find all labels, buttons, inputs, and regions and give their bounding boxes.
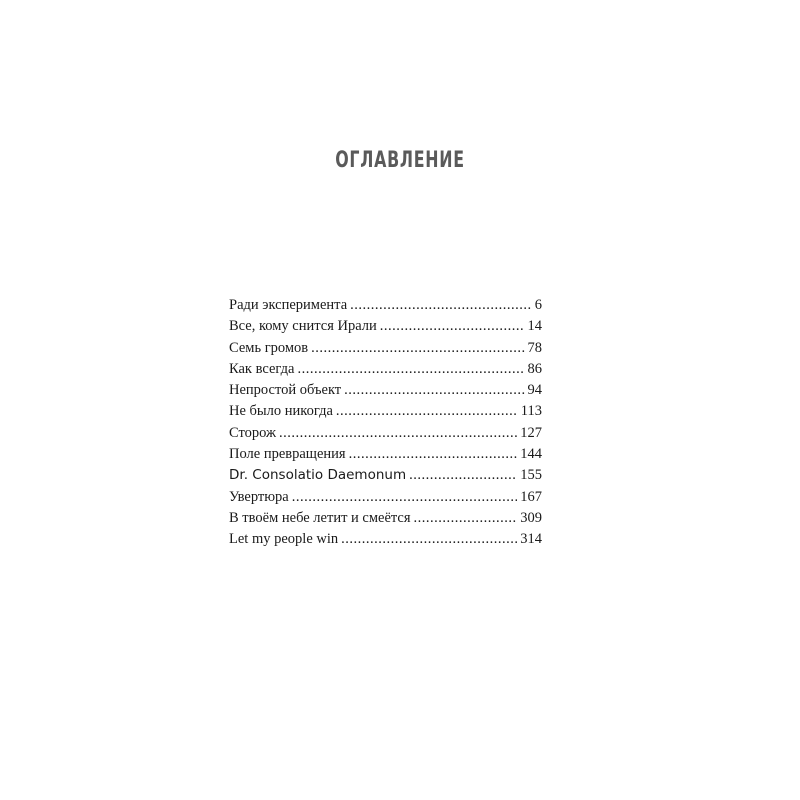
- dot-leader: [279, 425, 517, 442]
- toc-entry: [229, 510, 542, 531]
- dot-leader: [414, 510, 518, 527]
- toc-entry-title: Ради эксперимента: [229, 297, 348, 313]
- toc-page-number: 78: [527, 339, 542, 356]
- toc-page-number: 144: [520, 446, 542, 463]
- toc-page-number: 155: [520, 467, 542, 484]
- toc-entry: [229, 297, 542, 318]
- toc-entry: [229, 318, 542, 339]
- toc-entry: [229, 403, 542, 424]
- toc-entry-title: Поле превращения: [229, 446, 346, 463]
- toc-entry-title: Dr. Consolatio Daemonum: [229, 467, 407, 484]
- toc-entry: [229, 382, 542, 403]
- dot-leader: [409, 467, 517, 484]
- toc-entry: [229, 446, 542, 467]
- toc-entry-title: В твоём небе летит и смеётся: [229, 509, 411, 526]
- dot-leader: [349, 446, 518, 463]
- dot-leader: [350, 297, 532, 314]
- toc-page-number: 86: [527, 360, 542, 377]
- toc-entry: [229, 425, 542, 446]
- toc-page-number: 314: [520, 531, 542, 548]
- toc-entry-title: Как всегда: [229, 360, 295, 377]
- toc-page-number: 14: [527, 318, 542, 335]
- table-of-contents: [229, 297, 542, 553]
- toc-page-number: 167: [520, 488, 542, 505]
- page-title: ОГЛАВЛЕНИЕ: [335, 148, 465, 173]
- toc-page-number: 309: [520, 509, 542, 526]
- toc-entry: [229, 489, 542, 510]
- toc-page-number: 6: [534, 297, 542, 313]
- dot-leader: [380, 318, 525, 335]
- toc-page-number: 113: [520, 403, 542, 420]
- toc-entry-title: Непростой объект: [229, 382, 342, 399]
- dot-leader: [292, 489, 518, 506]
- dot-leader: [297, 361, 524, 378]
- toc-entry: [229, 340, 542, 361]
- toc-entry: [229, 361, 542, 382]
- dot-leader: [336, 403, 518, 420]
- toc-entry-title: Let my people win: [229, 531, 339, 548]
- toc-entry-title: Увертюра: [229, 488, 289, 505]
- dot-leader: [311, 340, 524, 357]
- toc-entry: [229, 531, 542, 552]
- toc-page-number: 127: [520, 424, 542, 441]
- toc-entry-title: Сторож: [229, 424, 277, 441]
- toc-entry: [229, 467, 542, 488]
- toc-page-number: 94: [527, 382, 542, 399]
- toc-entry-title: Не было никогда: [229, 403, 333, 420]
- dot-leader: [341, 531, 517, 548]
- toc-entry-title: Семь громов: [229, 339, 309, 356]
- toc-entry-title: Все, кому снится Ирали: [229, 318, 377, 335]
- dot-leader: [344, 382, 524, 399]
